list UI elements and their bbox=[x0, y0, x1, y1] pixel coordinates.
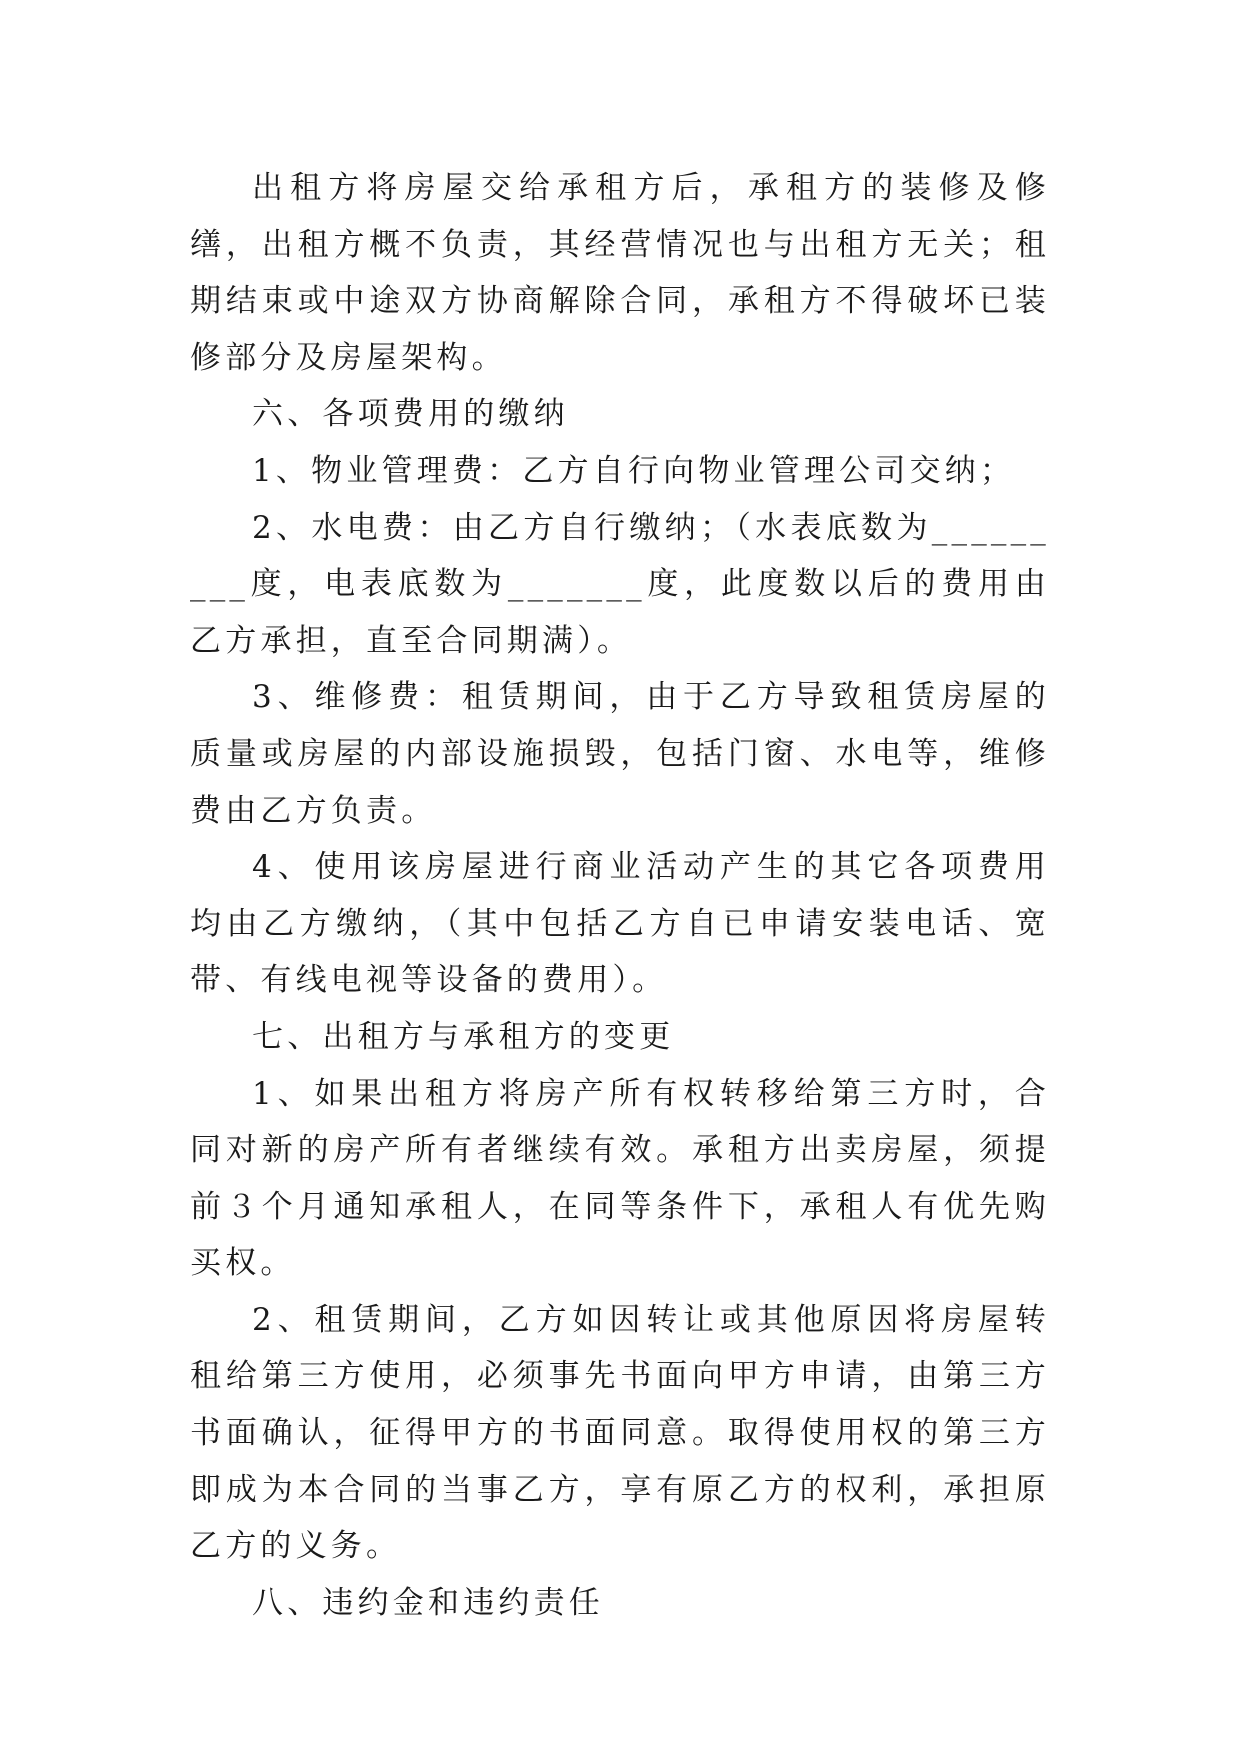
paragraph-utility-fee: 2、水电费：由乙方自行缴纳；（水表底数为_________度，电表底数为_______度，此度数以后的费用由乙方承担，直至合同期满）。 bbox=[190, 509, 1050, 659]
section-heading-fees: 六、各项费用的缴纳 bbox=[252, 396, 569, 433]
paragraph-other-fees: 4、使用该房屋进行商业活动产生的其它各项费用均由乙方缴纳，（其中包括乙方自已申请安装电话、宽带、有线电视等设备的费用）。 bbox=[190, 849, 1050, 999]
paragraph-renovation-clause: 出租方将房屋交给承租方后，承租方的装修及修缮，出租方概不负责，其经营情况也与出租方无关；租期结束或中途双方协商解除合同，承租方不得破坏已装修部分及房屋架构。 bbox=[190, 170, 1050, 376]
section-heading-liability: 八、违约金和违约责任 bbox=[252, 1584, 604, 1621]
paragraph-property-fee: 1、物业管理费：乙方自行向物业管理公司交纳； bbox=[252, 452, 1016, 489]
paragraph-repair-fee: 3、维修费：租赁期间，由于乙方导致租赁房屋的质量或房屋的内部设施损毁，包括门窗、水电等，维修费由乙方负责。 bbox=[190, 679, 1050, 829]
paragraph-ownership-transfer: 1、如果出租方将房产所有权转移给第三方时，合同对新的房产所有者继续有效。承租方出卖房屋，须提前３个月通知承租人，在同等条件下，承租人有优先购买权。 bbox=[190, 1075, 1050, 1282]
paragraph-sublease: 2、租赁期间，乙方如因转让或其他原因将房屋转租给第三方使用，必须事先书面向甲方申请，由第三方书面确认，征得甲方的书面同意。取得使用权的第三方即成为本合同的当事乙方，享有原乙方的权利，承担原乙方的义务。 bbox=[190, 1301, 1050, 1565]
document-body bbox=[190, 160, 1050, 1631]
section-heading-changes: 七、出租方与承租方的变更 bbox=[252, 1018, 675, 1055]
